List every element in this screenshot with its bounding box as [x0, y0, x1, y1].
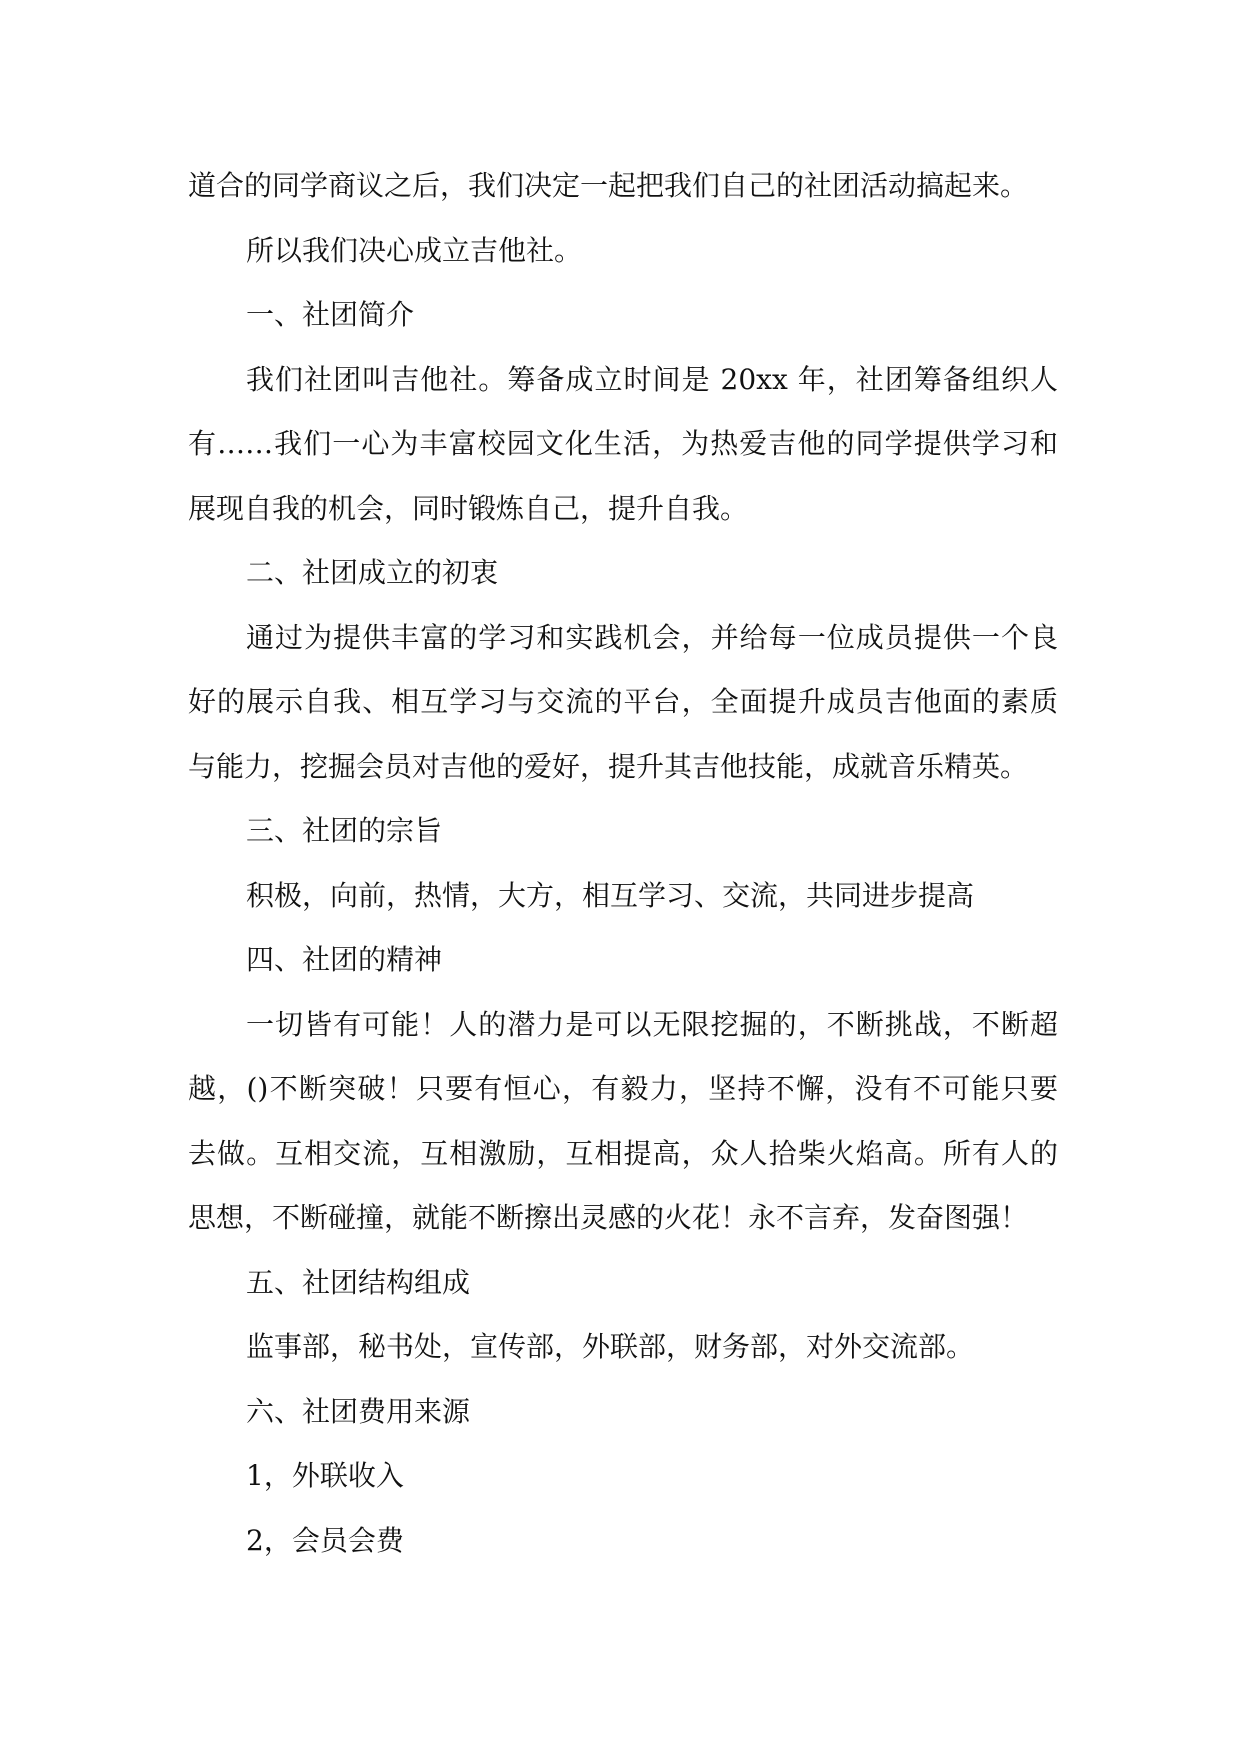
- text-line: 监事部，秘书处，宣传部，外联部，财务部，对外交流部。: [246, 1330, 975, 1363]
- text-line: 与能力，挖掘会员对吉他的爱好，提升其吉他技能，成就音乐精英。: [188, 749, 1029, 783]
- text-line: 好的展示自我、相互学习与交流的平台，全面提升成员吉他面的素质: [188, 685, 1058, 718]
- list-item: 2，会员会费: [246, 1523, 404, 1557]
- section-heading-6: 六、社团费用来源: [246, 1394, 471, 1428]
- text-line: 思想，不断碰撞，就能不断擦出灵感的火花！永不言弃，发奋图强！: [188, 1201, 1029, 1234]
- text-line: 所以我们决心成立吉他社。: [246, 233, 583, 267]
- list-item: 1，外联收入: [246, 1459, 404, 1492]
- section-heading-3: 三、社团的宗旨: [246, 814, 443, 847]
- section-heading-2: 二、社团成立的初衷: [246, 556, 499, 589]
- text-line: 通过为提供丰富的学习和实践机会，并给每一位成员提供一个良: [246, 620, 1058, 654]
- text-line: 我们社团叫吉他社。筹备成立时间是 20xx 年，社团筹备组织人: [246, 362, 1058, 396]
- text-line: 积极，向前，热情，大方，相互学习、交流，共同进步提高: [246, 878, 975, 912]
- text-line: 有……我们一心为丰富校园文化生活，为热爱吉他的同学提供学习和: [188, 427, 1058, 460]
- section-heading-4: 四、社团的精神: [246, 943, 443, 976]
- section-heading-1: 一、社团简介: [246, 298, 415, 331]
- text-line: 越，()不断突破！只要有恒心，有毅力，坚持不懈，没有不可能只要: [188, 1072, 1058, 1105]
- text-line: 一切皆有可能！人的潜力是可以无限挖掘的，不断挑战，不断超: [246, 1007, 1058, 1041]
- text-line: 去做。互相交流，互相激励，互相提高，众人拾柴火焰高。所有人的: [188, 1136, 1058, 1170]
- text-line: 道合的同学商议之后，我们决定一起把我们自己的社团活动搞起来。: [188, 169, 1029, 202]
- text-line: 展现自我的机会，同时锻炼自己，提升自我。: [188, 491, 749, 525]
- document-body: [188, 154, 1058, 1573]
- section-heading-5: 五、社团结构组成: [246, 1265, 471, 1299]
